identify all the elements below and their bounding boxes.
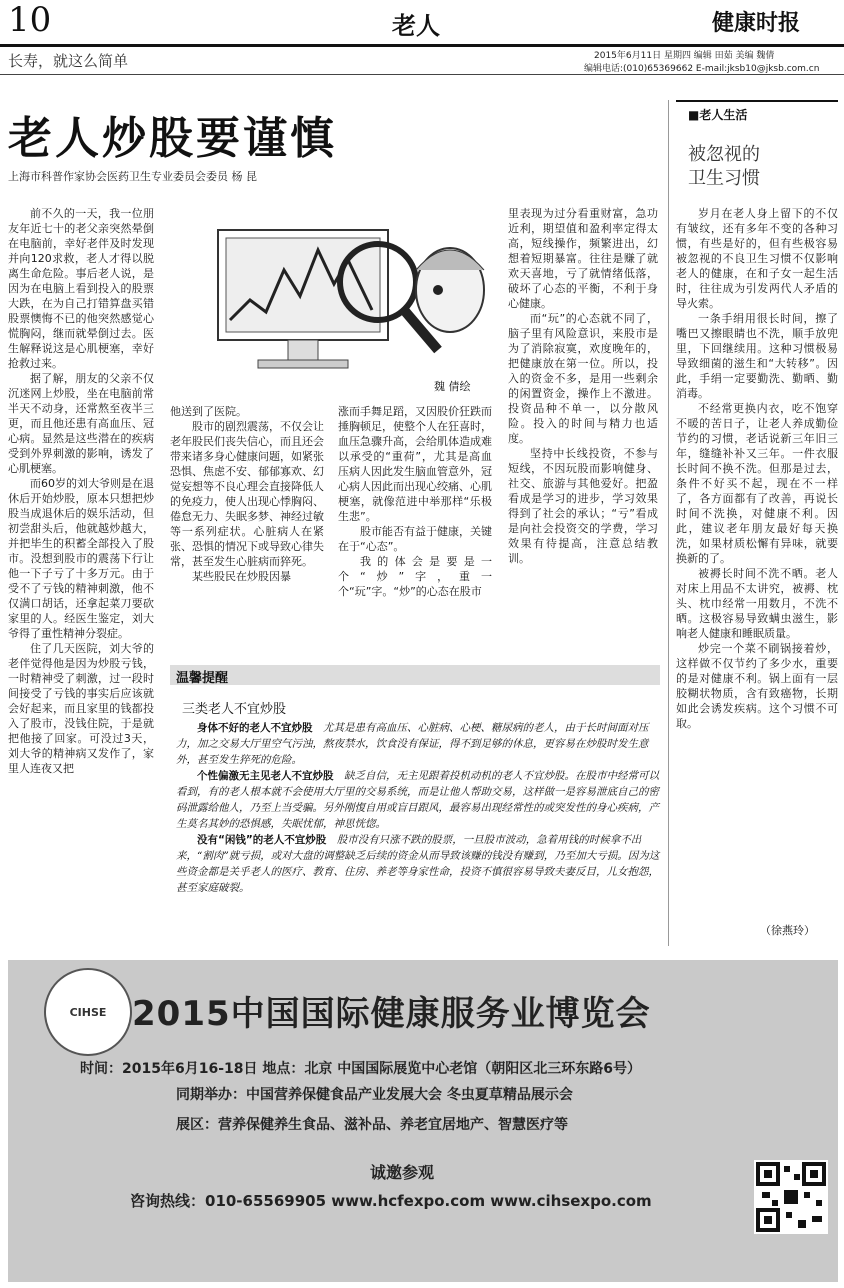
tip-item-text: 尤其是患有高血压、心脏病、心梗、糖尿病的老人，由于长时间面对压力，加之交易大厅里空气污浊，熬夜禁水，饮食没有保证，得不到足够的休息，更容易在炒股时发生意外，甚至发生猝死的危险。 bbox=[176, 722, 649, 766]
section-name: 老人 bbox=[392, 11, 440, 40]
paragraph: 而60岁的刘大爷则是在退休后开始炒股，原本只想把炒股当成退休后的娱乐活动，但初尝甜头后，他就越炒越大，并把毕生的积蓄全部投入了股市。没想到股市的震荡下行让他一下子亏了十多万元。由于受不了亏钱的精神刺激，他不仅满口胡话，还拿起菜刀要砍家里的人。经医生鉴定，刘大爷得了重性精神分裂症。 bbox=[8, 477, 154, 640]
sidebar-top-rule bbox=[676, 100, 838, 102]
sidebar-divider bbox=[668, 100, 669, 946]
article-byline: 上海市科普作家协会医药卫生专业委员会委员 杨 昆 bbox=[8, 170, 257, 183]
qr-code-icon bbox=[754, 1160, 828, 1234]
paragraph: 他送到了医院。 bbox=[170, 405, 247, 418]
tip-title: 三类老人不宜炒股 bbox=[182, 702, 287, 717]
paragraph: 岁月在老人身上留下的不仅有皱纹，还有多年不变的各种习惯，有些是好的，但有些极容易被忽视的不良卫生习惯不仅影响老人的健康，在和子女一起生活时，往往成为引发两代人矛盾的导火索。 bbox=[676, 207, 838, 310]
paragraph: 里表现为过分看重财富，急功近利，期望值和盈利率定得太高，短线操作，频繁进出，幻想着短期暴富。往往是赚了就欢天喜地，亏了就情绪低落，破坏了心态的平衡，不利于身心健康。 bbox=[508, 207, 658, 310]
paragraph: 股市能否有益于健康，关键在于“心态”。 bbox=[338, 525, 492, 553]
sidebar-label: ■老人生活 bbox=[688, 108, 748, 122]
paragraph: 不经常更换内衣，吃不饱穿不暖的苦日子，让老人养成勤俭节约的习惯，老话说新三年旧三年，缝缝补补又三年。一件衣服长时间不换不洗。但那是过去，条件不好买不起，现在不一样了，各方面都有了改善，再说长时间不洗换，对健康不利。因此，建议老年朋友最好每天换洗，如果材质松懈有异味，就要换新的了。 bbox=[676, 402, 838, 565]
article-column-2 bbox=[170, 404, 324, 584]
tip-item bbox=[176, 720, 660, 768]
paragraph: 坚持中长线投资，不参与短线，不因玩股而影响健身、社交、旅游与其他爱好。把盈看成是学习的进步，学习效果得到了社会的承认；“亏”看成是向社会投资交的学费，学习效果有待提高，注意总结教训。 bbox=[508, 447, 658, 565]
tip-item-lead: 身体不好的老人不宜炒股 bbox=[197, 722, 313, 734]
article-column-1 bbox=[8, 206, 154, 776]
expo-time-place: 时间：2015年6月16-18日 地点：北京 中国国际展览中心老馆（朝阳区北三环东路6号） bbox=[80, 1061, 641, 1077]
tagline: 长寿，就这么简单 bbox=[8, 52, 129, 70]
header-rule-thin bbox=[0, 74, 844, 75]
paragraph: 住了几天医院，刘大爷的老伴觉得他是因为炒股亏钱，一时精神受了刺激，过一段时间接受了亏钱的事实后应该就会好起来，而且家里的钱都投入了股市，没钱住院，于是就把他接了回家。可没过3天，刘大爷的精神病又发作了，家里人连夜又把 bbox=[8, 642, 154, 775]
expo-invite: 诚邀参观 bbox=[370, 1163, 435, 1182]
header-rule bbox=[0, 44, 844, 47]
newspaper-logo: 健康时报 bbox=[712, 10, 801, 36]
tip-item-lead: 个性偏激无主见老人不宜炒股 bbox=[197, 770, 334, 782]
sidebar-body bbox=[676, 206, 838, 731]
article-column-4 bbox=[508, 206, 658, 566]
paragraph: 涨而手舞足蹈，又因股价狂跌而捶胸顿足，使整个人在狂喜时，血压急骤升高，会给肌体造成难以承受的“重荷”，尤其是高血压病人因此发生脑血管意外，冠心病人因此而出现心绞痛、心肌梗塞，就像范进中举那样“乐极生悲”。 bbox=[338, 405, 492, 523]
paragraph: 前不久的一天，我一位朋友年近七十的老父亲突然晕倒在电脑前，幸好老伴及时发现并向120求救，老人才得以脱离生命危险。事后老人说，是因为在电脑上看到投入的股票大跌，在为自己打错算盘买错股票懊悔不已的他突然感觉心慌胸闷，继而就晕倒过去。医生解释说这是心肌梗塞，幸好抢救过来。 bbox=[8, 207, 154, 370]
sidebar-title-line-1: 被忽视的 bbox=[688, 144, 760, 165]
expo-co-host: 同期举办：中国营养保健食品产业发展大会 冬虫夏草精品展示会 bbox=[176, 1087, 573, 1103]
paragraph: 股市的剧烈震荡，不仅会让老年股民们丧失信心，而且还会带来诸多身心健康问题，如紧张恐惧、焦虑不安、郁郁寡欢、幻觉妄想等不良心理会直接降低人的免疫力，使人出现心悸胸闷、倦怠无力、失眠多梦、神经过敏等一系列症状。心脏病人在紧张、恐惧的情况下或导致心律失常，甚至发生心脏病而猝死。 bbox=[170, 420, 324, 568]
date-line: 2015年6月11日 星期四 编辑 田茹 美编 魏倩 bbox=[594, 51, 775, 61]
tip-item-text: 缺乏自信，无主见跟着投机动机的老人不宜炒股。在股市中经常可以看到，有的老人根本就不会使用大厅里的交易系统，而是让他人帮助交易，这样做一是容易泄底自己的密码泄露给他人，乃至上当受骗。另外刚愎自用或盲目跟风，最容易出现经常性的或突发性的身心疾病，产生莫名其妙的恐惧感，失眠忧郁，神思恍惚。 bbox=[176, 770, 659, 830]
article-column-3 bbox=[338, 404, 492, 599]
tip-body bbox=[176, 720, 660, 896]
tip-item-text: 股市没有只涨不跌的股票，一旦股市波动，急着用钱的时候拿不出来，“割肉”就亏损，或对大盘的调整缺乏后续的资金从而导致该赚的钱没有赚到，乃至加大亏损。因为这些资金都是关乎老人的医疗、教育、住房、养老等身家性命，投资不慎很容易导致夫妻反目，儿女抱怨，甚至家庭破裂。 bbox=[176, 834, 660, 894]
sidebar-author: （徐燕玲） bbox=[760, 924, 815, 937]
tip-item-lead: 没有“闲钱”的老人不宜炒股 bbox=[197, 834, 327, 846]
tip-label: 温馨提醒 bbox=[176, 671, 229, 686]
stock-chart-illustration bbox=[188, 200, 496, 396]
paragraph: 炒完一个菜不刷锅接着炒，这样做不仅节约了多少水，重要的是对健康不利。锅上面有一层胶糊状物质，含有致癌物，长期如此会诱发疾病。这个习惯不可取。 bbox=[676, 642, 838, 730]
illustration-credit: 魏 倩绘 bbox=[434, 380, 471, 393]
expo-logo-text: CIHSE bbox=[69, 1006, 107, 1019]
expo-exhibits: 展区：营养保健养生食品、滋补品、养老宜居地产、智慧医疗等 bbox=[176, 1117, 568, 1133]
expo-contact: 咨询热线：010-65569905 www.hcfexpo.com www.cihsexpo.com bbox=[130, 1192, 652, 1210]
article-headline: 老人炒股要谨慎 bbox=[8, 113, 337, 164]
paragraph: 被褥长时间不洗不晒。老人对床上用品不太讲究，被褥、枕头、枕巾经常一用数月，不洗不晒。这极容易导致螨虫滋生，影响老人健康和睡眠质量。 bbox=[676, 567, 838, 640]
paragraph: 据了解，朋友的父亲不仅沉迷网上炒股，坐在电脑前常半天不动身，还常熬至夜半三更，而且他还患有高血压、冠心病。显然是这些潜在的疾病受到外界刺激的影响，诱发了心肌梗塞。 bbox=[8, 372, 154, 475]
paragraph: 而“玩”的心态就不同了，脑子里有风险意识，来股市是为了消除寂寞，欢度晚年的，把健康放在第一位。所以，投入的资金不多，是用一些剩余的闲置资金，操作上不激进。投资品种不单一，以分散风险。投入的时间与精力也适度。 bbox=[508, 312, 658, 445]
tip-item bbox=[176, 768, 660, 832]
tip-item bbox=[176, 832, 660, 896]
page-number: 10 bbox=[8, 0, 52, 40]
sidebar-title-line-2: 卫生习惯 bbox=[688, 168, 760, 189]
paragraph: 某些股民在炒股因暴 bbox=[192, 570, 291, 583]
editor-line: 编辑电话:(010)65369662 E-mail:jksb10@jksb.com.cn bbox=[584, 64, 820, 74]
paragraph: 我的体会是要是一个“炒”字，重一个“玩”字。“炒”的心态在股市 bbox=[338, 555, 492, 598]
paragraph: 一条手绢用很长时间，擦了嘴巴又擦眼睛也不洗，顺手放兜里，下回继续用。这种习惯极易导致细菌的滋生和“大转移”。因此，手绢一定要勤洗、勤晒、勤消毒。 bbox=[676, 312, 838, 400]
expo-title: 2015中国国际健康服务业博览会 bbox=[132, 994, 651, 1034]
tip-header-bar bbox=[170, 665, 660, 685]
